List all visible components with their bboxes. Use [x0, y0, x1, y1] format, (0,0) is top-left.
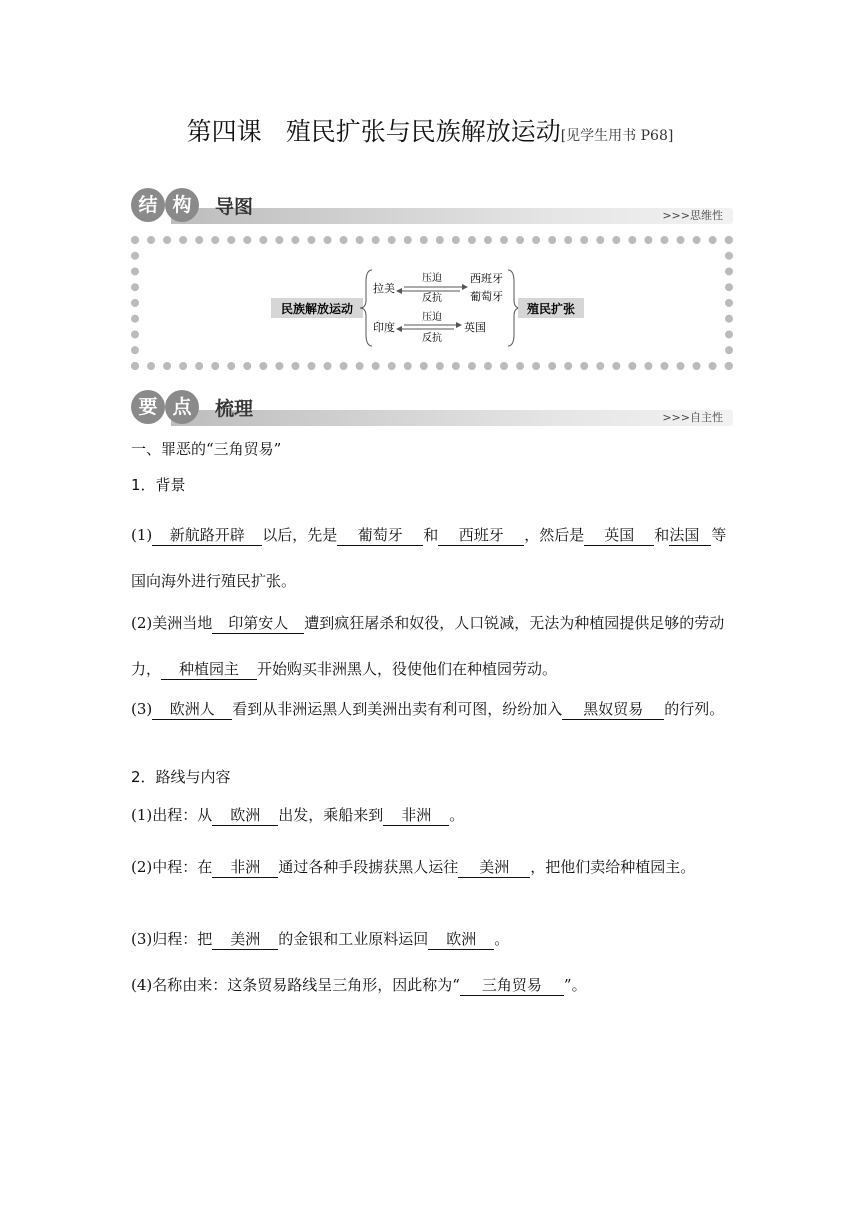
arrow-head-right-2: [456, 322, 462, 328]
answer-blank: 非洲: [212, 857, 278, 878]
answer-blank: 三角贸易: [460, 975, 564, 996]
banner-badge-char-2: 点: [165, 390, 199, 424]
answer-blank: 葡萄牙: [337, 525, 423, 546]
section-heading: 一、罪恶的“三角贸易”: [131, 440, 282, 458]
banner-tag: >>>思维性: [662, 209, 723, 222]
structure-diagram: [0, 0, 860, 400]
answer-blank: 西班牙: [438, 525, 524, 546]
textbook-reference: [见学生用书 P68]: [560, 128, 674, 144]
banner-label: 导图: [215, 196, 254, 218]
arrow-label-oppress-2: 压迫: [422, 312, 442, 323]
subheading-background: 1．背景: [131, 476, 186, 494]
lesson-name: 殖民扩张与民族解放运动: [285, 117, 561, 146]
route-return: (3)归程：把 美洲 的金银和工业原料运回 欧洲 。: [131, 930, 510, 948]
paragraph-background-1: (1) 新航路开辟 以后，先是 葡萄牙 和 西班牙 ，然后是 英国 和法国 等国向海外进行殖民扩张。: [131, 526, 727, 590]
route-middle: (2)中程：在 非洲 通过各种手段掳获黑人运往 美洲 ，把他们卖给种植园主。: [131, 858, 696, 876]
banner-badge-char-1: 结: [131, 188, 165, 222]
region-india: 印度: [373, 321, 395, 334]
arrow-label-resist-2: 反抗: [422, 333, 442, 344]
banner-badge-char-1: 要: [131, 390, 165, 424]
target-spain: 西班牙: [470, 272, 503, 285]
answer-blank: 法国: [669, 525, 711, 546]
target-britain: 英国: [464, 321, 486, 334]
route-outbound: (1)出程：从 欧洲 出发，乘船来到 非洲 。: [131, 806, 465, 824]
answer-blank: 美洲: [212, 929, 278, 950]
banner-badge: [131, 390, 203, 424]
arrow-label-resist-1: 反抗: [422, 293, 442, 304]
answer-blank: 新航路开辟: [152, 525, 262, 546]
banner-tag: >>>自主性: [662, 411, 723, 424]
arrow-label-oppress-1: 压迫: [422, 273, 442, 284]
subheading-route: 2．路线与内容: [131, 768, 231, 786]
arrow-head-left-2: [396, 326, 402, 332]
answer-blank: 印第安人: [212, 613, 304, 634]
route-name-origin: (4)名称由来：这条贸易路线呈三角形，因此称为“ 三角贸易 ”。: [131, 976, 587, 994]
answer-blank: 英国: [584, 525, 654, 546]
answer-blank: 欧洲: [428, 929, 494, 950]
answer-blank: 美洲: [458, 857, 530, 878]
answer-blank: 非洲: [383, 805, 449, 826]
target-portugal: 葡萄牙: [470, 290, 503, 303]
region-latin-america: 拉美: [373, 282, 395, 295]
arrow-head-left-1: [396, 288, 402, 294]
paragraph-background-3: (3) 欧洲人 看到从非洲运黑人到美洲出卖有利可图，纷纷加入 黑奴贸易 的行列。: [131, 700, 725, 718]
lesson-number: 第四课: [186, 117, 262, 146]
arrow-head-right-1: [462, 284, 468, 290]
answer-blank: 黑奴贸易: [562, 699, 664, 720]
answer-blank: 欧洲人: [152, 699, 232, 720]
answer-blank: 欧洲: [212, 805, 278, 826]
key-points-banner: [131, 390, 733, 430]
diagram-right-box-label: 殖民扩张: [526, 302, 576, 316]
banner-bar: [171, 410, 733, 426]
diagram-left-box-label: 民族解放运动: [280, 302, 354, 316]
answer-blank: 种植园主: [161, 659, 257, 680]
banner-badge-char-2: 构: [165, 188, 199, 222]
left-brace: [360, 270, 372, 346]
banner-label: 梳理: [215, 398, 254, 420]
paragraph-background-2: (2)美洲当地 印第安人 遭到疯狂屠杀和奴役，人口锐减，无法为种植园提供足够的劳动力， 种植园主 开始购买非洲黑人，役使他们在种植园劳动。: [131, 614, 725, 678]
